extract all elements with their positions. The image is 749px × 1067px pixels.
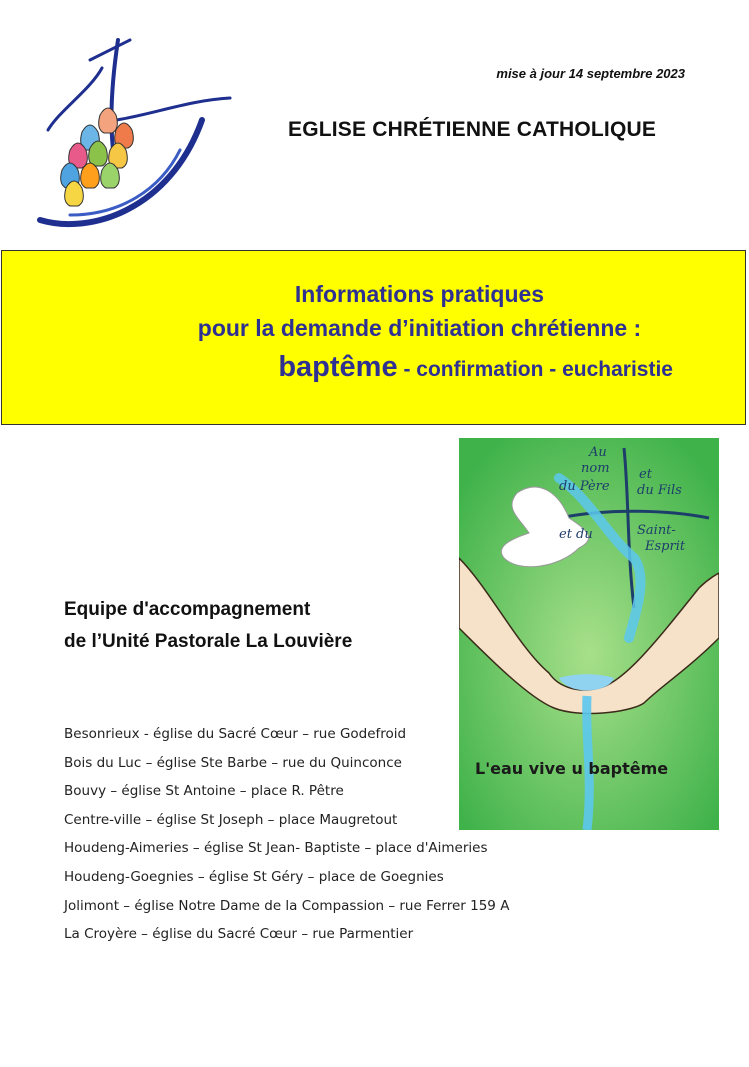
poster-text-pere: du Père (559, 479, 610, 494)
team-heading (64, 594, 352, 658)
church-item: Besonrieux - église du Sacré Cœur – rue Godefroid (64, 726, 407, 742)
poster-text-et: et (639, 467, 652, 482)
poster-text-esprit: Esprit (645, 539, 686, 554)
church-item: Houdeng-Aimeries – église St Jean- Baptiste – place d'Aimeries (64, 840, 488, 857)
organization-title: EGLISE CHRÉTIENNE CATHOLIQUE (288, 118, 657, 141)
poster-caption: L'eau vive u baptême (475, 759, 669, 778)
parish-logo (30, 20, 250, 250)
banner-bapteme: baptême (278, 351, 398, 383)
church-item: Bouvy – église St Antoine – place R. Pêtre (64, 783, 344, 800)
church-list (64, 720, 509, 949)
team-line-1: Equipe d'accompagnement (64, 599, 311, 620)
update-date: mise à jour 14 septembre 2023 (496, 66, 685, 81)
church-item: Jolimont – église Notre Dame de la Compassion – rue Ferrer 159 A (64, 897, 510, 914)
banner-sacraments: - confirmation - eucharistie (397, 358, 673, 381)
banner-line-1: Informations pratiques (294, 281, 545, 307)
team-line-2: de l’Unité Pastorale La Louvière (64, 631, 353, 652)
poster-text-nom: nom (581, 461, 610, 476)
church-item: Centre-ville – église St Joseph – place Maugretout (64, 811, 398, 828)
banner-line-2: pour la demande d’initiation chrétienne : (197, 315, 642, 341)
church-item: La Croyère – église du Sacré Cœur – rue Parmentier (64, 926, 414, 943)
church-item: Houdeng-Goegnies – église St Géry – place de Goegnies (64, 868, 444, 885)
poster-text-etdu: et du (559, 527, 593, 542)
banner-line-3 (278, 351, 673, 384)
info-banner (1, 250, 746, 425)
poster-text-au: Au (589, 445, 607, 460)
church-item: Bois du Luc – église Ste Barbe – rue du Quinconce (64, 754, 402, 771)
poster-text-saint: Saint- (637, 523, 676, 538)
poster-text-fils: du Fils (637, 483, 682, 498)
